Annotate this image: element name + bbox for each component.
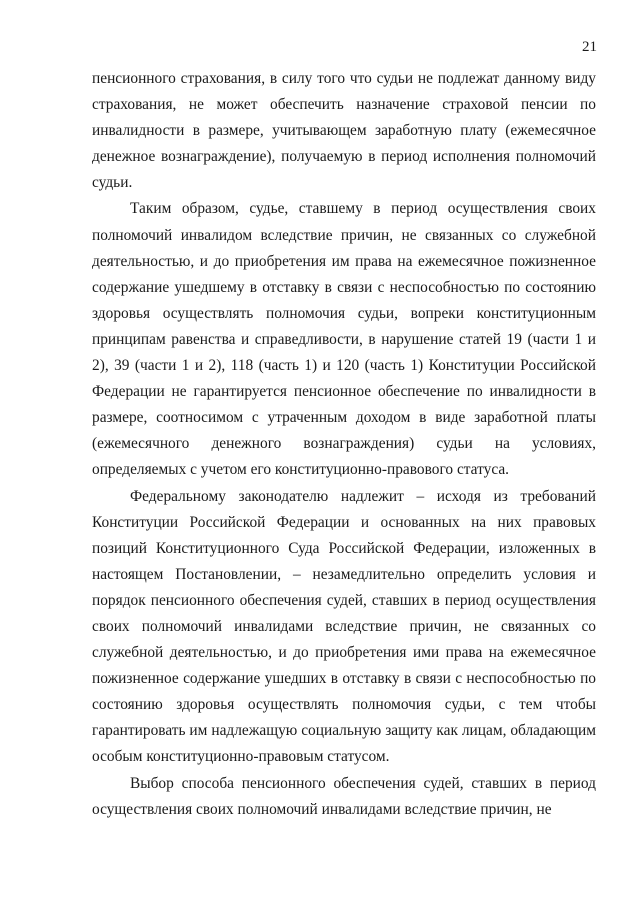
paragraph-continuation: пенсионного страхования, в силу того что судьи не подлежат данному виду страхования, не может обеспечить назначение страховой пенсии по инвалидности в размере, учитывающем заработную плату (ежемесячное денежное вознаграждение), получаемую в период исполнения полномочий судьи.	[92, 70, 596, 192]
paragraph: Таким образом, судье, ставшему в период осуществления своих полномочий инвалидом вследствие причин, не связанных со служебной деятельностью, и до приобретения им права на ежемесячное пожизненное содержание ушедшему в отставку в связи с неспособностью по состоянию здоровья осуществлять полномочия судьи, вопреки конституционным принципам равенства и справедливости, в нарушение статей 19 (части 1 и 2), 39 (части 1 и 2), 118 (часть 1) и 120 (часть 1) Конституции Российской Федерации не гарантируется пенсионное обеспечение по инвалидности в размере, соотносимом с утраченным доходом в виде заработной платы (ежемесячного денежного вознаграждения) судьи на условиях, определяемых с учетом его конституционно-правового статуса.	[92, 200, 596, 479]
page-number: 21	[582, 39, 597, 55]
paragraph: Федеральному законодателю надлежит – исходя из требований Конституции Российской Федерации и основанных на них правовых позиций Конституционного Суда Российской Федерации, изложенных в настоящем Постановлении, – незамедлительно определить условия и порядок пенсионного обеспечения судей, ставших в период осуществления своих полномочий инвалидами вследствие причин, не связанных со служебной деятельностью, и до приобретения ими права на ежемесячное пожизненное содержание ушедших в отставку в связи с неспособностью по состоянию здоровья осуществлять полномочия судьи, с тем чтобы гарантировать им надлежащую социальную защиту как лицам, обладающим особым конституционно-правовым статусом.	[92, 487, 596, 766]
document-body	[92, 66, 596, 823]
paragraph: Выбор способа пенсионного обеспечения судей, ставших в период осуществления своих полномочий инвалидами вследствие причин, не	[92, 774, 596, 818]
